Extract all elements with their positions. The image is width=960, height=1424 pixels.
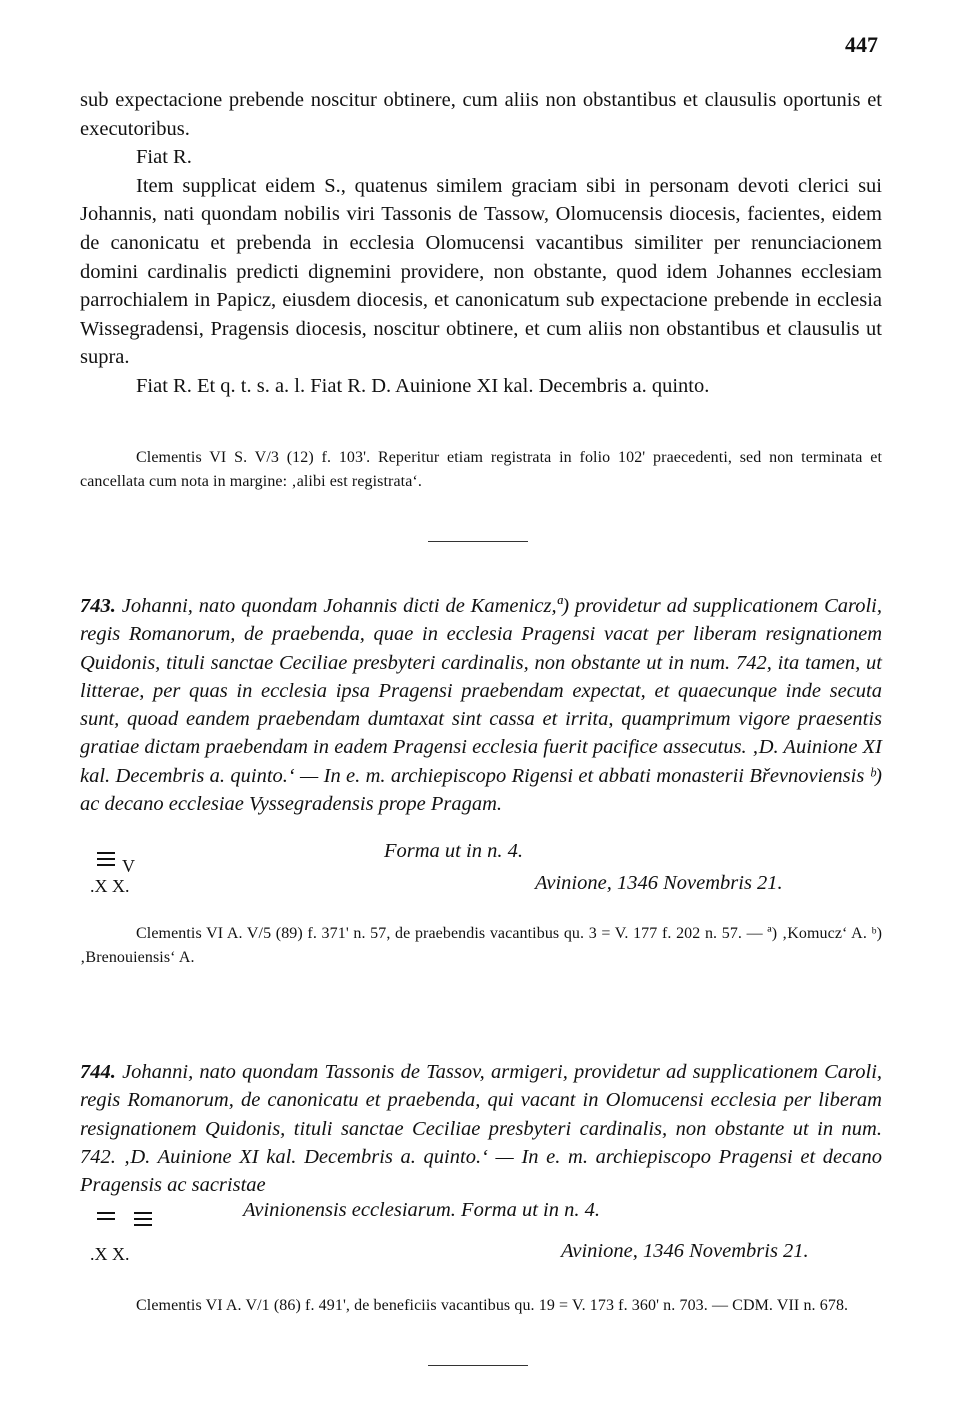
entry-743-numeral-bottom: .X X.	[90, 876, 130, 896]
entry-743	[80, 592, 882, 818]
entry-744	[80, 1058, 882, 1199]
entry-744-text	[80, 1058, 882, 1199]
separator-rule-2	[428, 1365, 528, 1366]
entry-744-footnote	[80, 1294, 882, 1318]
entry-744-numeral-bottom: .X X.	[90, 1244, 130, 1264]
intro-paragraph-3: Item supplicat eidem S., quatenus similem graciam sibi in personam devoti clerici sui Johannis, nati quondam nobilis viri Tassonis de Tassow, Olomucensis diocesis, facientes, eidem de canonicatu et prebenda in ecclesia Olomucensi vacantibus similiter per renunciacionem domini cardinalis predicti dignemini providere, non obstante, quod idem Johannes ecclesiam parrochialem in Papicz, eiusdem diocesis, et canonicatum sub expectacione prebende in ecclesia Wissegradensi, Pragensis diocesis, noscitur obtinere, et cum aliis non obstantibus et clausulis ut supra.	[80, 174, 882, 369]
entry-743-numeral-top: V	[122, 856, 135, 876]
entry-744-note-text: Clementis VI A. V/1 (86) f. 491', de beneficiis vacantibus qu. 19 = V. 173 f. 360' n. 703. — CDM. VII n. 678.	[136, 1297, 849, 1314]
entry-744-text-end: Avinionensis ecclesiarum. Forma ut in n. 4.	[243, 1199, 600, 1221]
entry-743-date: Avinione, 1346 Novembris 21.	[535, 872, 783, 894]
page-number: 447	[845, 32, 878, 57]
entry-743-note-text: Clementis VI A. V/5 (89) f. 371' n. 57, de praebendis vacantibus qu. 3 = V. 177 f. 202 n. 57. — ª) ‚Komucz‘ A. ᵇ) ‚Brenouiensis‘ A.	[80, 925, 882, 966]
intro-footnote	[80, 446, 882, 494]
entry-743-forma: Forma ut in n. 4.	[384, 840, 523, 862]
intro-section	[80, 86, 882, 401]
entry-743-bars	[97, 852, 115, 870]
intro-paragraph-4: Fiat R. Et q. t. s. a. l. Fiat R. D. Auinione XI kal. Decembris a. quinto.	[136, 374, 710, 397]
entry-743-footnote	[80, 922, 882, 970]
entry-744-bars-left	[97, 1212, 115, 1224]
entry-743-number: 743.	[80, 595, 116, 617]
entry-743-body: Johanni, nato quondam Johannis dicti de Kamenicz,ª) providetur ad supplicationem Caroli, regis Romanorum, de praebenda, quae in ecclesia Pragensi vacat per liberam resignationem Quidonis, tituli sanctae Ceciliae presbyteri cardinalis, non obstante ut in num. 742, ita tamen, ut litterae, per quas in ecclesia ipsa Pragensi praebendam expectat, et quaecunque inde secuta sunt, quoad eandem praebendam dumtaxat sint cassa et irrita, quamprimum vigore praesentis gratiae dictam praebendam in eadem Pragensi ecclesia fuerit pacifice assecutus. ‚D. Auinione XI kal. Decembris a. quinto.‘ — In e. m. archiepiscopo Rigensi et abbati monasterii Břevnoviensis ᵇ) ac decano ecclesiae Vyssegradensis prope Pragam.	[80, 595, 883, 816]
entry-743-text	[80, 592, 882, 818]
intro-note-text: Clementis VI S. V/3 (12) f. 103'. Reperitur etiam registrata in folio 102' praecedenti, sed non terminata et cancellata cum nota in margine: ‚alibi est registrata‘.	[80, 449, 882, 490]
separator-rule-1	[428, 541, 528, 542]
entry-744-bars-right	[134, 1212, 152, 1230]
entry-744-date: Avinione, 1346 Novembris 21.	[561, 1240, 809, 1262]
entry-744-body: Johanni, nato quondam Tassonis de Tassov, armigeri, providetur ad supplicationem Caroli, regis Romanorum, de canonicatu et praebenda, qui vacant in Olomucensi ecclesia per liberam resignationem Quidonis, tituli sanctae Ceciliae presbyteri cardinalis, non obstante ut in num. 742. ‚D. Auinione XI kal. Decembris a. quinto.‘ — In e. m. archiepiscopo Pragensi et decano Pragensis ac sacristae	[80, 1061, 883, 1197]
intro-paragraph-1: sub expectacione prebende noscitur obtinere, cum aliis non obstantibus et clausulis oportunis et executoribus.	[80, 89, 882, 140]
entry-744-number: 744.	[80, 1061, 116, 1083]
intro-paragraph-2: Fiat R.	[136, 146, 192, 169]
